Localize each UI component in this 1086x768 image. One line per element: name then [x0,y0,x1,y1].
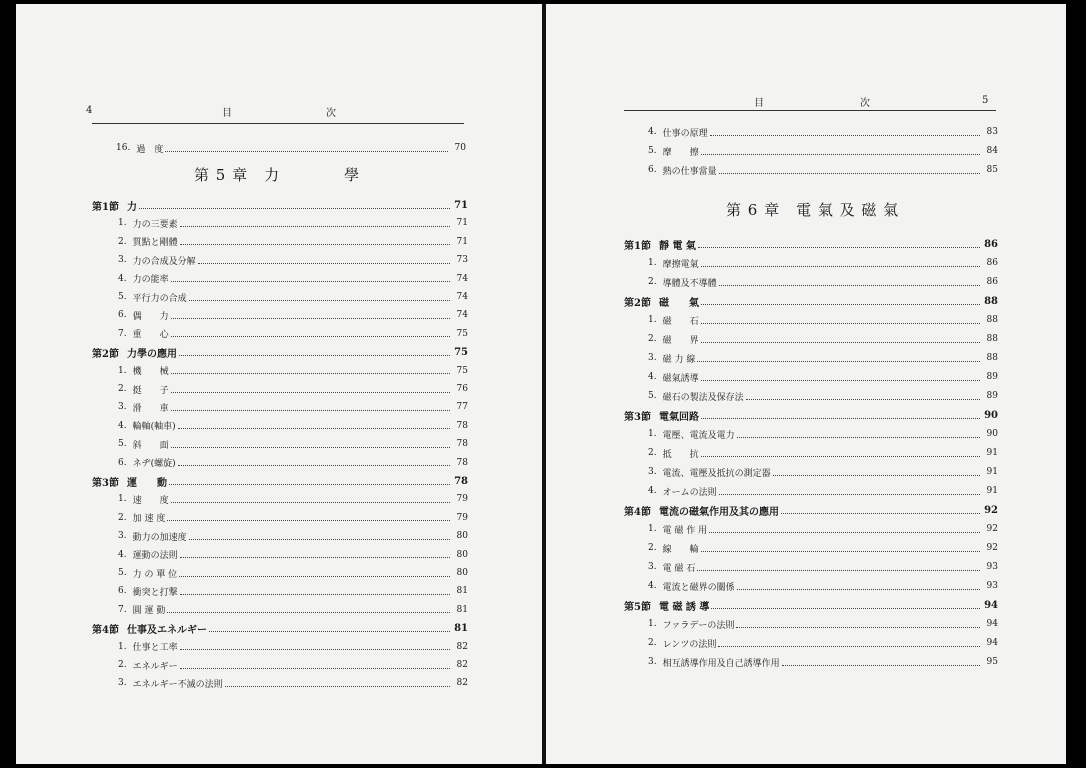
dot-leader [167,612,450,613]
entry-page: 89 [986,372,998,382]
entry-number: 5. [648,146,657,156]
entry-title: 靜 電 氣 [658,240,696,252]
entry-title: 熱の仕事當量 [662,166,717,177]
dot-leader [701,418,980,419]
entry-title: 摩擦電氣 [662,259,699,270]
dot-leader [139,208,450,209]
entry-title: 仕事と工率 [132,643,178,654]
entry-page: 78 [456,457,468,468]
header-rule [624,110,996,111]
toc-entry[interactable] [118,271,468,287]
entry-title: 電氣回路 [658,411,699,423]
entry-number: 3. [118,402,127,413]
entry-page: 93 [986,562,998,572]
toc-entry[interactable] [648,635,998,651]
dot-leader [697,570,980,571]
header-title-right: 次 [860,98,870,109]
entry-number: 2. [648,334,657,344]
entry-number: 1. [118,641,127,652]
entry-number: 4. [648,372,657,382]
entry-page: 78 [456,439,468,450]
entry-page: 75 [454,346,468,358]
entry-page: 78 [456,420,468,431]
entry-page: 86 [986,258,998,268]
toc-entry[interactable] [648,426,998,442]
entry-number: 第2節 [92,348,119,360]
entry-page: 91 [986,486,998,496]
dot-leader [209,631,450,632]
entry-page: 93 [986,581,998,591]
entry-title: オームの法則 [662,487,717,498]
dot-leader [701,154,980,155]
toc-entry[interactable] [648,616,998,632]
entry-number: 1. [648,524,657,534]
entry-title: 重 心 [132,330,169,341]
entry-title: 電 磁 石 [662,563,696,574]
entry-page: 92 [986,543,998,553]
dot-leader [180,226,450,227]
entry-page: 83 [986,127,998,137]
entry-number: 1. [648,315,657,325]
toc-entry[interactable] [118,455,468,471]
dot-leader [736,627,980,628]
entry-title: 磁氣誘導 [662,373,699,384]
entry-title: 電 磁 誘 導 [658,601,710,613]
dot-leader [171,373,450,374]
toc-entry[interactable] [118,234,468,250]
header-title-left: 目 [754,98,764,109]
toc-entry[interactable] [648,388,998,404]
entry-number: 1. [118,494,127,505]
toc-section[interactable] [92,473,468,489]
dot-leader [782,665,980,666]
dot-leader [169,484,450,485]
dot-leader [171,502,450,503]
entry-title: 磁 力 線 [662,354,696,365]
entry-page: 90 [986,429,998,439]
entry-page: 92 [986,524,998,534]
toc-entry[interactable] [118,565,468,581]
entry-title: 線 輪 [662,544,699,555]
dot-leader [179,576,450,577]
dot-leader [701,380,980,381]
header-rule [92,123,464,124]
entry-page: 88 [986,353,998,363]
toc-entry[interactable] [648,540,998,556]
toc-section[interactable] [624,293,998,309]
entry-number: 第1節 [624,240,651,252]
entry-page: 77 [456,402,468,413]
page-number: 4 [86,105,93,116]
entry-number: 第5節 [624,601,651,613]
toc-entry[interactable] [118,326,468,342]
toc-entry[interactable] [648,483,998,499]
entry-title: レンツの法則 [662,639,717,650]
entry-title: 力の能率 [132,275,169,286]
entry-number: 6. [118,310,127,321]
dot-leader [171,336,450,337]
entry-number: 2. [648,543,657,553]
entry-page: 85 [986,165,998,175]
entry-page: 71 [456,236,468,247]
dot-leader [171,410,450,411]
entry-title: 相互誘導作用及自己誘導作用 [662,658,780,669]
entry-title: エネルギー [132,661,178,672]
entry-page: 88 [986,334,998,344]
entry-number: 3. [118,531,127,542]
toc-entry[interactable] [118,381,468,397]
entry-page: 71 [454,199,468,211]
entry-page: 81 [456,604,468,615]
entry-number: 5. [118,568,127,578]
dot-leader [225,686,450,687]
entry-number: 3. [648,353,657,363]
entry-page: 74 [456,273,468,284]
entry-number: 3. [648,657,657,667]
toc-entry[interactable] [118,528,468,544]
dot-leader [697,361,980,362]
entry-number: 第1節 [92,201,119,213]
toc-section[interactable] [92,344,468,360]
dot-leader [180,244,450,245]
toc-entry[interactable]: 16. 過 度 70 [116,143,466,155]
entry-page: 82 [456,678,468,689]
toc-entry[interactable] [648,521,998,537]
entry-number: 7. [118,328,127,339]
entry-title: ファラデーの法則 [662,620,735,631]
dot-leader [189,300,450,301]
toc-entry[interactable] [648,143,998,159]
header-title-left: 目 [222,108,232,119]
toc-entry[interactable] [648,124,998,140]
entry-title: 力 の 單 位 [132,569,178,580]
entry-title: 運動の法則 [132,551,178,562]
entry-page: 94 [986,619,998,629]
toc-entry[interactable] [648,162,998,178]
entry-number: 7. [118,604,127,615]
entry-number: 6. [648,165,657,175]
entry-number: 4. [118,420,127,431]
right-page [546,4,1066,764]
entry-number: 5. [648,391,657,401]
dot-leader [179,355,450,356]
toc-entry[interactable] [118,675,468,691]
left-page [16,4,542,764]
entry-title: 電流と磁界の關係 [662,582,735,593]
entry-number: 5. [118,292,127,302]
toc-section[interactable] [624,407,998,423]
toc-entry[interactable] [648,274,998,290]
entry-title: 運 動 [126,477,167,489]
toc-entry[interactable] [118,510,468,526]
toc-entry[interactable] [118,418,468,434]
entry-title: エネルギー不滅の法則 [132,679,223,690]
toc-entry[interactable] [648,369,998,385]
entry-title: 力 [126,201,137,213]
entry-number: 5. [118,439,127,450]
dot-leader [701,304,980,305]
entry-number: 1. [648,258,657,268]
entry-number: 1. [648,429,657,439]
toc-entry[interactable] [648,331,998,347]
entry-page: 88 [984,295,998,307]
entry-number: 2. [118,512,127,523]
dot-leader [719,173,980,174]
entry-page: 84 [986,146,998,156]
dot-leader [178,428,450,429]
toc-entry[interactable] [648,445,998,461]
toc-entry[interactable] [648,559,998,575]
entry-page: 82 [456,641,468,652]
dot-leader [701,342,980,343]
dot-leader [171,281,450,282]
entry-title: 加 速 度 [132,514,166,525]
entry-page: 86 [984,238,998,250]
dot-leader [180,557,450,558]
toc-entry[interactable] [118,639,468,655]
entry-number: 4. [648,486,657,496]
dot-leader [198,263,450,264]
dot-leader [178,465,450,466]
entry-title: 磁 石 [662,316,699,327]
entry-number: 3. [118,678,127,689]
entry-page: 91 [986,448,998,458]
dot-leader [710,135,980,136]
toc-entry[interactable] [118,602,468,618]
entry-page: 88 [986,315,998,325]
entry-title: 輪軸(軸車) [132,422,176,433]
entry-number: 2. [648,448,657,458]
toc-entry[interactable] [648,255,998,271]
entry-page: 94 [984,599,998,611]
entry-page: 80 [456,549,468,560]
entry-number: 1. [648,619,657,629]
entry-title: 平行力の合成 [132,293,187,304]
toc-section[interactable] [624,597,998,613]
entry-page: 89 [986,391,998,401]
entry-title: 機 械 [132,367,169,378]
dot-leader [719,494,980,495]
dot-leader [718,646,980,647]
toc-section[interactable] [624,236,998,252]
dot-leader [737,589,980,590]
entry-number: 3. [648,467,657,477]
entry-title: 力の合成及分解 [132,256,196,267]
entry-page: 86 [986,277,998,287]
dot-leader [701,551,980,552]
entry-title: 電流の磁氣作用及其の應用 [658,506,779,518]
dot-leader [171,318,450,319]
page-number: 5 [982,95,989,106]
dot-leader [698,247,980,248]
entry-page: 91 [986,467,998,477]
chapter-title: 第 6 章 電 氣 及 磁 氣 [726,201,900,219]
dot-leader [781,513,980,514]
toc-entry[interactable] [118,583,468,599]
toc-entry[interactable] [118,215,468,231]
entry-number: 2. [118,660,127,670]
entry-page: 74 [456,310,468,321]
entry-number: 6. [118,457,127,468]
entry-page: 76 [456,384,468,394]
chapter-title: 第 5 章 力 學 [194,166,361,184]
entry-title: 力の三要素 [132,219,178,230]
toc-entry[interactable] [118,399,468,415]
entry-number: 4. [648,127,657,137]
toc-entry[interactable] [118,547,468,563]
toc-entry[interactable] [118,252,468,268]
entry-title: 摩 擦 [662,147,699,158]
entry-page: 80 [456,531,468,542]
toc-section[interactable] [92,197,468,213]
entry-title: 斜 面 [132,440,169,451]
dot-leader [711,608,980,609]
toc-entry[interactable] [648,350,998,366]
dot-leader [189,539,450,540]
entry-title: 電壓、電流及電力 [662,430,735,441]
entry-page: 95 [986,657,998,667]
entry-title: 偶 力 [132,311,169,322]
entry-page: 74 [456,292,468,302]
entry-number: 4. [118,273,127,284]
entry-title: 圓 運 動 [132,606,166,617]
entry-title: 仕事の原理 [662,128,708,139]
entry-title: 仕事及エネルギー [126,624,207,636]
entry-page: 73 [456,255,468,266]
header-title-right: 次 [326,108,336,119]
toc-entry[interactable] [118,363,468,379]
toc-section[interactable] [92,620,468,636]
entry-page: 94 [986,638,998,648]
dot-leader [180,594,450,595]
entry-title: 導體及不導體 [662,278,717,289]
entry-title: 磁 氣 [658,297,699,309]
entry-number: 第4節 [624,506,651,518]
toc-entry[interactable] [648,464,998,480]
entry-number: 2. [648,277,657,287]
entry-page: 80 [456,568,468,578]
toc-entry[interactable] [118,289,468,305]
entry-page: 78 [454,475,468,487]
toc-section[interactable] [624,502,998,518]
entry-number: 3. [118,255,127,266]
dot-leader [171,392,450,393]
dot-leader [180,649,450,650]
entry-number: 第3節 [92,477,119,489]
entry-title: 電流、電壓及抵抗の測定器 [662,468,771,479]
toc-entry[interactable] [648,312,998,328]
entry-number: 1. [118,365,127,376]
entry-title: ネヂ(螺旋) [132,459,176,470]
entry-title: 力學の應用 [126,348,177,360]
entry-number: 3. [648,562,657,572]
entry-number: 1. [118,218,127,229]
entry-number: 6. [118,586,127,597]
entry-title: 速 度 [132,495,169,506]
entry-number: 4. [648,581,657,591]
entry-title: 質點と剛體 [132,238,178,249]
entry-number: 2. [648,638,657,648]
toc-entry[interactable] [118,657,468,673]
dot-leader [737,437,980,438]
toc-entry[interactable] [118,307,468,323]
entry-title: 動力の加速度 [132,532,187,543]
dot-leader [719,285,980,286]
entry-title: 滑 車 [132,403,169,414]
entry-title: 衝突と打撃 [132,587,178,598]
entry-title: 磁石の製法及保存法 [662,392,744,403]
entry-title: 挺 子 [132,385,169,396]
entry-title: 電 磁 作 用 [662,525,708,536]
entry-page: 92 [984,504,998,516]
dot-leader [773,475,980,476]
entry-page: 79 [456,512,468,523]
entry-number: 第2節 [624,297,651,309]
entry-number: 第3節 [624,411,651,423]
dot-leader [167,520,450,521]
entry-number: 第4節 [92,624,119,636]
dot-leader [701,266,980,267]
dot-leader [701,456,980,457]
entry-page: 82 [456,660,468,670]
entry-page: 79 [456,494,468,505]
entry-number: 4. [118,549,127,560]
toc-entry[interactable] [118,436,468,452]
toc-entry[interactable] [118,491,468,507]
entry-page: 71 [456,218,468,229]
toc-entry[interactable] [648,654,998,670]
dot-leader [171,447,450,448]
entry-number: 2. [118,236,127,247]
dot-leader [180,668,450,669]
entry-page: 90 [984,409,998,421]
toc-entry[interactable] [648,578,998,594]
entry-page: 75 [456,365,468,376]
entry-page: 75 [456,328,468,339]
entry-title: 抵 抗 [662,449,699,460]
dot-leader [709,532,980,533]
entry-page: 81 [456,586,468,597]
entry-page: 81 [454,622,468,634]
dot-leader [746,399,980,400]
entry-number: 2. [118,384,127,394]
dot-leader [701,323,980,324]
entry-title: 磁 界 [662,335,699,346]
